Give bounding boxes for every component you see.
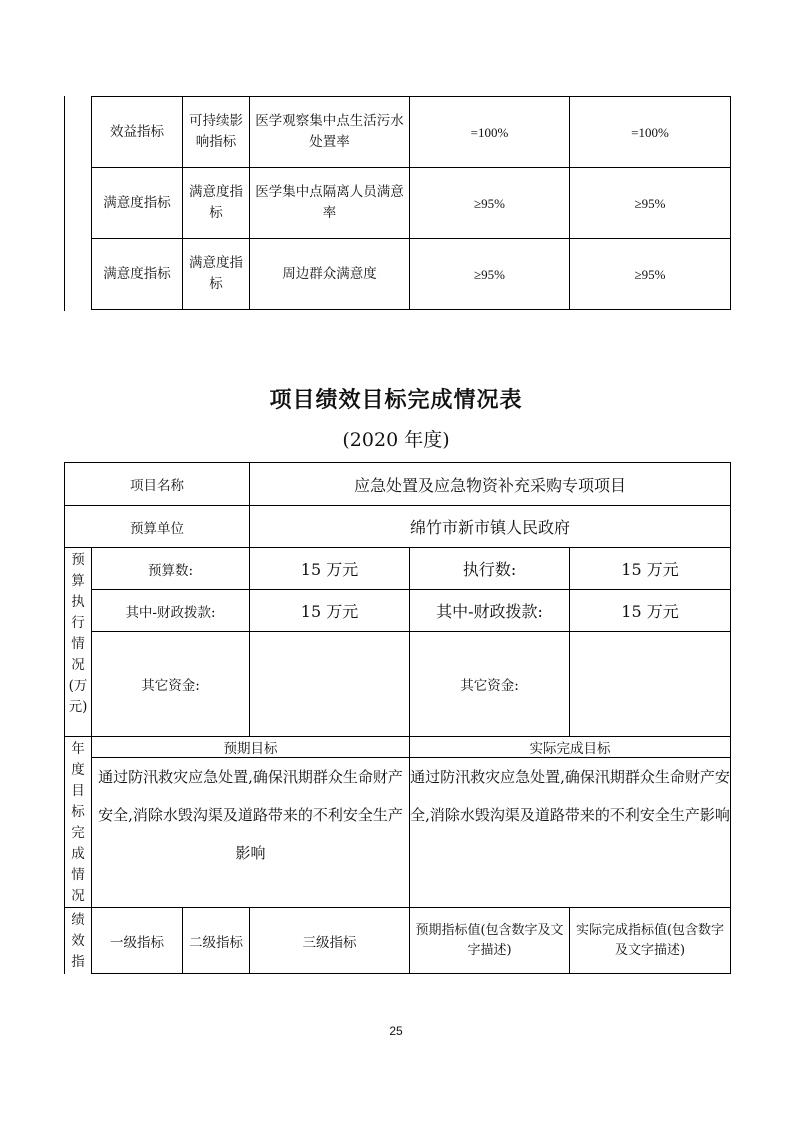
actual-value: ≥95% [570,168,731,239]
year-subtitle: (2020 年度) [342,429,450,451]
level1-indicator: 效益指标 [92,97,183,168]
level1-header: 一级指标 [92,908,183,974]
actual-value: ≥95% [570,239,731,310]
level1-indicator: 满意度指标 [92,168,183,239]
fiscal-allocation-amount: 15 万元 [250,590,410,632]
level3-indicator: 医学集中点隔离人员满意率 [250,168,410,239]
table-row [65,737,731,758]
level2-header: 二级指标 [183,908,250,974]
table-row [65,506,731,548]
table-row [65,463,731,506]
annual-goal-label: 年度目标完成情况 [65,737,92,908]
expected-goal-label: 预期目标 [92,737,410,758]
level1-indicator: 满意度指标 [92,239,183,310]
table-row [92,168,731,239]
other-funds-label: 其它资金: [410,632,570,737]
budget-amount-label: 预算数: [92,548,250,590]
fiscal-allocation-label: 其中-财政拨款: [92,590,250,632]
actual-goal-label: 实际完成目标 [410,737,731,758]
level2-indicator: 可持续影响指标 [183,97,250,168]
actual-value-header: 实际完成指标值(包含数字及文字描述) [570,908,731,974]
actual-value: =100% [570,97,731,168]
fiscal-allocation-amount: 15 万元 [570,590,731,632]
executed-amount: 15 万元 [570,548,731,590]
level3-indicator: 周边群众满意度 [250,239,410,310]
actual-goal-text: 通过防汛救灾应急处置,确保汛期群众生命财产安全,消除水毁沟渠及道路带来的不利安全生产影响 [410,758,731,908]
budget-unit-label: 预算单位 [65,506,250,548]
indicator-table-continued [91,96,731,310]
fiscal-allocation-label: 其中-财政拨款: [410,590,570,632]
planned-value: =100% [410,97,570,168]
budget-amount: 15 万元 [250,548,410,590]
table-row [65,758,731,908]
planned-value: ≥95% [410,239,570,310]
page-number: 25 [389,1024,403,1038]
project-name: 应急处置及应急物资补充采购专项项目 [250,463,731,506]
level3-header: 三级指标 [250,908,410,974]
level2-indicator: 满意度指标 [183,168,250,239]
budget-unit: 绵竹市新市镇人民政府 [250,506,731,548]
planned-value: ≥95% [410,168,570,239]
other-funds-amount [570,632,731,737]
table-row [65,908,731,974]
table-row [92,97,731,168]
level2-indicator: 满意度指标 [183,239,250,310]
table-row [65,548,731,590]
expected-value-header: 预期指标值(包含数字及文字描述) [410,908,570,974]
table-row [65,632,731,737]
page-title: 项目绩效目标完成情况表 [269,388,523,413]
project-name-label: 项目名称 [65,463,250,506]
table-row [65,590,731,632]
other-funds-amount [250,632,410,737]
level3-indicator: 医学观察集中点生活污水处置率 [250,97,410,168]
performance-indicator-label: 绩效指 [65,908,92,974]
expected-goal-text: 通过防汛救灾应急处置,确保汛期群众生命财产安全,消除水毁沟渠及道路带来的不利安全生产影响 [92,758,410,908]
budget-execution-label: 预算执行情况(万元) [65,548,92,737]
executed-label: 执行数: [410,548,570,590]
table-row [92,239,731,310]
left-margin-line [64,96,65,311]
performance-summary-table [64,462,731,974]
other-funds-label: 其它资金: [92,632,250,737]
